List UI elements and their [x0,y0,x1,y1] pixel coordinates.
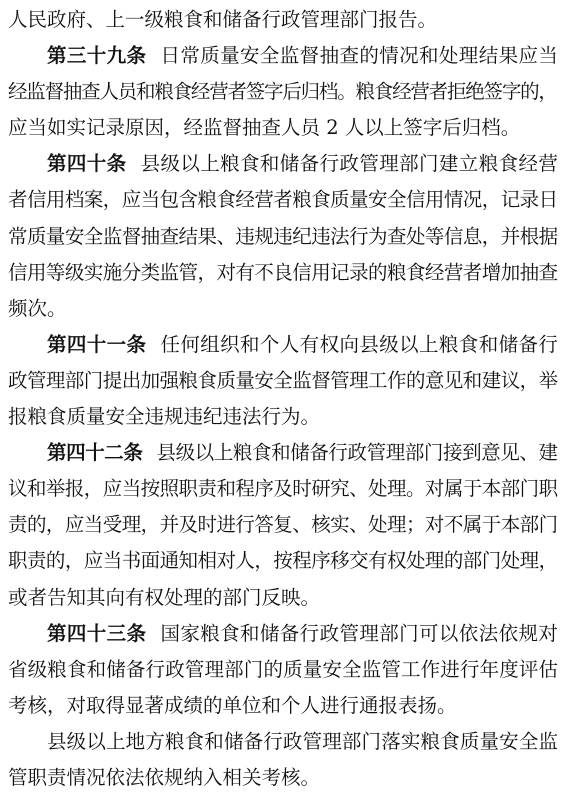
line-text: 县级以上地方粮食和储备行政管理部门落实粮食质量安全监 [47,729,559,753]
line-text: 人民政府、上一级粮食和储备行政管理部门报告。 [8,8,438,31]
line-text: 任何组织和个人有权向县级以上粮食和储备行 [160,332,559,356]
article-39-line-2 [8,74,558,110]
article-43-line-1 [8,616,558,652]
article-41-line-1 [8,327,558,363]
line-text: 责的，应当受理，并及时进行答复、核实、处理；对不属于本部门 [8,513,558,537]
line-text: 管职责情况依法依规纳入相关考核。 [8,765,321,789]
line-text: 议和举报，应当按照职责和程序及时研究、处理。对属于本部门职 [8,477,558,501]
article-39-line-1 [8,38,558,74]
article-heading: 第四十三条 [47,621,147,645]
article-42-line-1 [8,435,558,471]
line-text: 应当如实记录原因，经监督抽查人员 2 人以上签字后归档。 [8,116,521,140]
article-42-line-5 [8,580,558,616]
text-line-1 [8,2,558,38]
article-40-line-2 [8,182,558,218]
line-text: 日常质量安全监督抽查的情况和处理结果应当 [160,44,559,68]
article-heading: 第四十条 [47,152,127,176]
article-42-line-2 [8,471,558,507]
article-43-paragraph-2-line-1 [8,724,558,760]
article-heading: 第三十九条 [47,44,147,68]
article-43-line-2 [8,652,558,688]
article-43-line-3 [8,688,558,724]
line-text: 信用等级实施分类监管，对有不良信用记录的粮食经营者增加抽查 [8,260,558,284]
article-40-line-1 [8,146,558,182]
article-41-line-3 [8,399,558,435]
article-42-line-4 [8,543,558,579]
line-text: 报粮食质量安全违规违纪违法行为。 [8,405,321,429]
document-page [8,2,558,796]
line-text: 频次。 [8,296,67,320]
line-text: 省级粮食和储备行政管理部门的质量安全监管工作进行年度评估 [8,657,559,681]
article-40-line-4 [8,255,558,291]
article-40-line-5 [8,291,558,327]
line-text: 县级以上粮食和储备行政管理部门建立粮食经营 [140,152,559,176]
line-text: 考核，对取得显著成绩的单位和个人进行通报表扬。 [8,693,457,717]
article-43-paragraph-2-line-2 [8,760,558,796]
line-text: 常质量安全监督抽查结果、违规违纪违法行为查处等信息，并根据 [8,224,558,248]
article-42-line-3 [8,507,558,543]
line-text: 或者告知其向有权处理的部门反映。 [8,585,321,609]
line-text: 国家粮食和储备行政管理部门可以依法依规对 [160,621,559,645]
line-text: 县级以上粮食和储备行政管理部门接到意见、建 [156,441,558,465]
line-text: 职责的，应当书面通知相对人，按程序移交有权处理的部门处理， [8,549,558,573]
article-39-line-3 [8,110,558,146]
article-40-line-3 [8,219,558,255]
line-text: 经监督抽查人员和粮食经营者签字后归档。粮食经营者拒绝签字的， [8,80,557,104]
line-text: 者信用档案，应当包含粮食经营者粮食质量安全信用情况，记录日 [8,188,558,212]
line-text: 政管理部门提出加强粮食质量安全监督管理工作的意见和建议，举 [8,368,558,392]
article-heading: 第四十一条 [47,332,147,356]
article-heading: 第四十二条 [47,441,143,465]
article-41-line-2 [8,363,558,399]
